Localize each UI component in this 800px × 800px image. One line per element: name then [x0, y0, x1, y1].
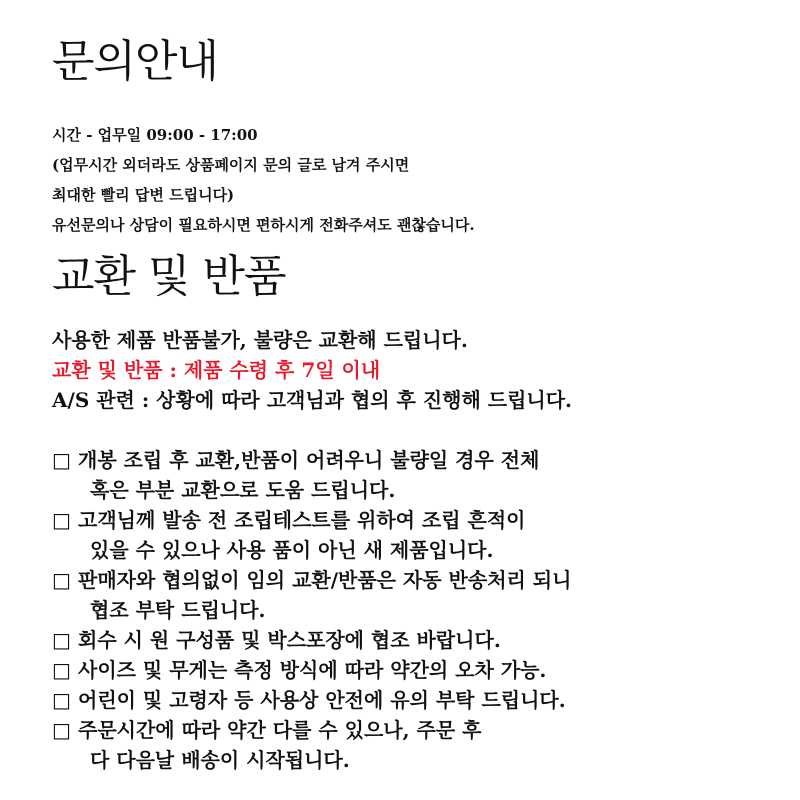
list-item — [52, 445, 571, 505]
business-hours: 시간 - 업무일 09:00 - 17:00 — [52, 126, 258, 144]
phone-inquiry-line: 유선문의나 상담이 필요하시면 편하시게 전화주셔도 괜찮습니다. — [52, 216, 475, 234]
checkbox-icon: □ — [52, 508, 71, 532]
note-text-continued: 협조 부탁 드립니다. — [90, 598, 266, 622]
list-item — [52, 685, 571, 715]
note-text: 주문시간에 따라 약간 다를 수 있으나, 주문 후 — [78, 718, 482, 742]
notes-list — [52, 445, 571, 775]
note-text: 회수 시 원 구성품 및 박스포장에 협조 바랍니다. — [78, 628, 501, 652]
checkbox-icon: □ — [52, 568, 71, 592]
list-item — [52, 655, 571, 685]
checkbox-icon: □ — [52, 718, 71, 742]
note-text: 사이즈 및 무게는 측정 방식에 따라 약간의 오차 가능. — [78, 658, 547, 682]
list-item — [52, 625, 571, 655]
exchange-policy — [52, 325, 572, 415]
checkbox-icon: □ — [52, 688, 71, 712]
note-text-continued: 다 다음날 배송이 시작됩니다. — [90, 748, 350, 772]
policy-as: A/S 관련 : 상황에 따라 고객님과 협의 후 진행해 드립니다. — [52, 388, 572, 412]
note-text-continued: 있을 수 있으나 사용 품이 아닌 새 제품입니다. — [90, 538, 494, 562]
policy-used-product: 사용한 제품 반품불가, 불량은 교환해 드립니다. — [52, 328, 468, 352]
list-item — [52, 715, 571, 775]
note-text-continued: 혹은 부분 교환으로 도움 드립니다. — [90, 478, 396, 502]
checkbox-icon: □ — [52, 628, 71, 652]
note-text: 어린이 및 고령자 등 사용상 안전에 유의 부탁 드립니다. — [78, 688, 566, 712]
inquiry-note-line-2: 최대한 빨리 답변 드립니다) — [52, 186, 235, 204]
inquiry-info — [52, 120, 475, 240]
exchange-title: 교환 및 반품 — [52, 251, 286, 302]
note-text: 판매자와 협의없이 임의 교환/반품은 자동 반송처리 되니 — [78, 568, 572, 592]
list-item — [52, 505, 571, 565]
checkbox-icon: □ — [52, 658, 71, 682]
note-text: 개봉 조립 후 교환,반품이 어려우니 불량일 경우 전체 — [78, 448, 540, 472]
checkbox-icon: □ — [52, 448, 71, 472]
inquiry-title: 문의안내 — [52, 36, 219, 87]
inquiry-note-line-1: (업무시간 외더라도 상품페이지 문의 글로 남겨 주시면 — [52, 156, 410, 174]
note-text: 고객님께 발송 전 조립테스트를 위하여 조립 흔적이 — [78, 508, 526, 532]
list-item — [52, 565, 571, 625]
policy-return-period: 교환 및 반품 : 제품 수령 후 7일 이내 — [52, 358, 381, 382]
